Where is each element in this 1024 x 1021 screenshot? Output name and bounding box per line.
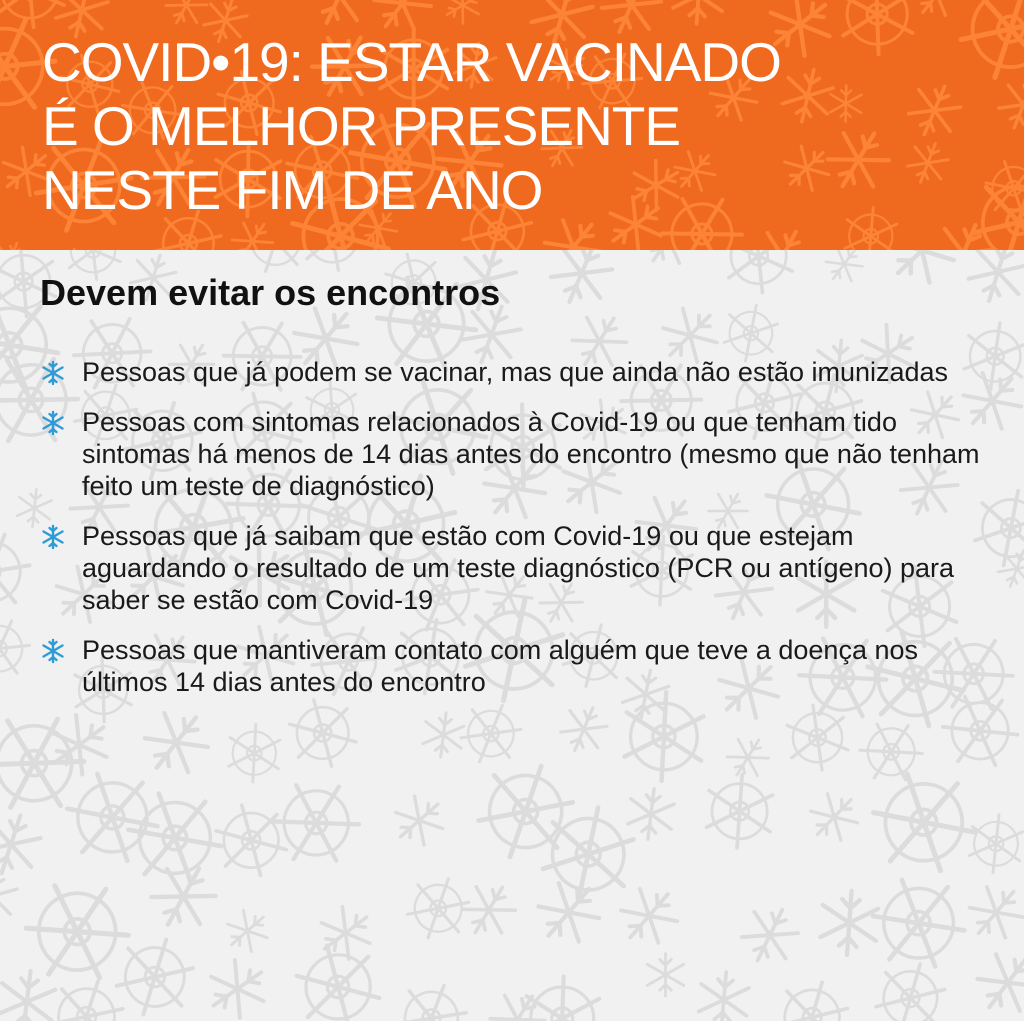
avoid-list xyxy=(40,356,1000,716)
list-item xyxy=(40,406,1000,502)
snowflake-icon xyxy=(40,410,66,436)
title-line-1: COVID•19: ESTAR VACINADO xyxy=(42,31,781,93)
list-item-text: Pessoas que já podem se vacinar, mas que ainda não estão imunizadas xyxy=(82,357,949,387)
list-item xyxy=(40,634,1000,698)
content-panel xyxy=(0,250,1024,1021)
list-item xyxy=(40,356,1000,388)
title-line-3: NESTE FIM DE ANO xyxy=(42,159,543,221)
header-banner xyxy=(0,0,1024,250)
snowflake-icon xyxy=(40,638,66,664)
snowflake-icon xyxy=(40,524,66,550)
list-item-text: Pessoas que já saibam que estão com Covid-19 ou que estejam aguardando o resultado de um teste diagnóstico (PCR ou antígeno) para saber se estão com Covid-19 xyxy=(82,521,955,615)
snowflake-icon xyxy=(40,360,66,386)
list-item-text: Pessoas com sintomas relacionados à Covid-19 ou que tenham tido sintomas há menos de 14 dias antes do encontro (mesmo que não tenham feito um teste de diagnóstico) xyxy=(82,407,980,501)
section-heading: Devem evitar os encontros xyxy=(40,272,501,313)
list-item-text: Pessoas que mantiveram contato com alguém que teve a doença nos últimos 14 dias antes do encontro xyxy=(82,635,918,697)
list-item xyxy=(40,520,1000,616)
title-line-2: É O MELHOR PRESENTE xyxy=(42,95,681,157)
page-title xyxy=(42,30,1002,222)
